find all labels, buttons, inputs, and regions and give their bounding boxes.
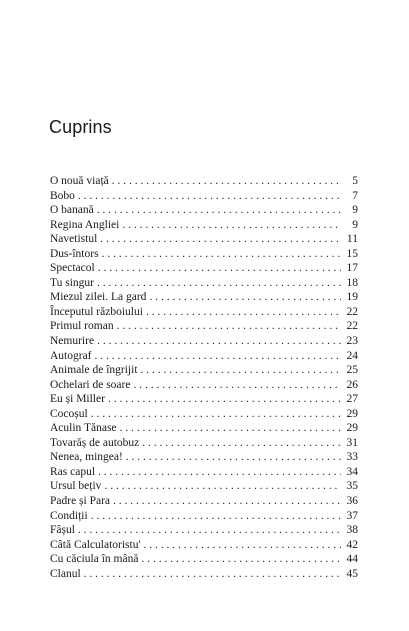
toc-entry-page-number: 37 (346, 509, 358, 522)
toc-dot-leader (144, 538, 341, 553)
toc-entry-title: Câtă Calculatoristu' (50, 538, 141, 551)
toc-dot-leader (122, 218, 341, 233)
toc-entry-title: Aculin Tănase (50, 422, 117, 435)
toc-dot-leader (112, 174, 341, 189)
toc-entry (50, 392, 358, 407)
toc-entry-title: Ras capul (50, 465, 96, 478)
toc-entry (50, 247, 358, 262)
toc-entry (50, 218, 358, 233)
toc-entry-page-number: 27 (346, 393, 358, 406)
toc-dot-leader (104, 479, 341, 494)
toc-entry-page-number: 29 (346, 407, 358, 420)
toc-entry-title: Ursul bețiv (50, 480, 102, 493)
toc-entry-title: Tu singur (50, 276, 94, 289)
toc-entry-page-number: 5 (352, 175, 358, 187)
toc-entry-title: Animale de îngrijit (50, 364, 138, 377)
toc-entry-title: O banană (50, 204, 94, 217)
toc-entry-page-number: 22 (346, 320, 358, 333)
toc-dot-leader (97, 334, 341, 349)
toc-entry-title: Primul roman (50, 320, 114, 333)
toc-entry-page-number: 34 (346, 465, 358, 478)
toc-dot-leader (98, 465, 341, 480)
toc-entry (50, 276, 358, 291)
toc-entry-title: O nouă viață (50, 175, 109, 187)
toc-entry-title: Tovarăș de autobuz (50, 436, 140, 449)
toc-dot-leader (120, 421, 341, 436)
toc-entry (50, 552, 358, 567)
toc-dot-leader (141, 363, 341, 378)
toc-entry (50, 538, 358, 553)
toc-entry-page-number: 23 (346, 335, 358, 348)
toc-entry (50, 450, 358, 465)
toc-entry-title: Miezul zilei. La gard (50, 291, 147, 304)
toc-entry-page-number: 9 (352, 204, 358, 217)
toc-entry (50, 407, 358, 422)
toc-entry-page-number: 45 (346, 567, 358, 580)
toc-entry-title: Fâșul (50, 524, 75, 537)
toc-dot-leader (108, 392, 341, 407)
toc-entry (50, 509, 358, 524)
page-title: Cuprins (49, 117, 112, 137)
toc-entry (50, 189, 358, 204)
toc-entry (50, 378, 358, 393)
toc-entry-title: Autograf (50, 349, 92, 362)
toc-dot-leader (102, 247, 341, 262)
toc-entry (50, 203, 358, 218)
toc-entry-page-number: 38 (346, 524, 358, 537)
toc-entry-title: Bobo (50, 189, 75, 202)
toc-entry-page-number: 31 (346, 436, 358, 449)
toc-entry-page-number: 24 (346, 349, 358, 362)
toc-entry (50, 363, 358, 378)
toc-entry-page-number: 7 (352, 189, 358, 202)
toc-entry-title: Spectacol (50, 262, 95, 275)
toc-entry-page-number: 42 (346, 538, 358, 551)
toc-dot-leader (133, 378, 341, 393)
toc-dot-leader (78, 523, 341, 538)
table-of-contents (50, 174, 358, 581)
toc-entry-title: Navetistul (50, 233, 98, 246)
toc-entry (50, 174, 358, 189)
toc-entry-title: Cu căciula în mână (50, 553, 139, 566)
toc-entry-page-number: 22 (346, 305, 358, 318)
toc-entry-title: Ochelari de soare (50, 378, 131, 391)
toc-dot-leader (113, 494, 341, 509)
toc-entry-title: Clanul (50, 567, 81, 580)
toc-dot-leader (91, 407, 341, 422)
toc-entry (50, 261, 358, 276)
toc-entry-page-number: 44 (346, 553, 358, 566)
toc-entry-title: Padre și Para (50, 495, 111, 508)
toc-entry-title: Cocoșul (50, 407, 88, 420)
toc-entry (50, 319, 358, 334)
toc-dot-leader (84, 567, 341, 582)
toc-entry (50, 334, 358, 349)
toc-entry (50, 567, 358, 582)
toc-dot-leader (95, 349, 341, 364)
toc-entry-title: Începutul războiului (50, 305, 143, 318)
toc-entry-page-number: 17 (346, 262, 358, 275)
toc-entry-page-number: 15 (346, 247, 358, 260)
toc-dot-leader (97, 276, 341, 291)
toc-entry (50, 305, 358, 320)
toc-entry-page-number: 36 (346, 495, 358, 508)
toc-entry-title: Nemurire (50, 335, 95, 348)
toc-dot-leader (91, 509, 341, 524)
toc-entry (50, 523, 358, 538)
toc-entry-page-number: 25 (346, 364, 358, 377)
toc-dot-leader (149, 290, 341, 305)
toc-entry-title: Regina Angliei (50, 218, 120, 231)
toc-dot-leader (141, 552, 341, 567)
toc-entry-page-number: 11 (346, 233, 358, 246)
toc-entry (50, 232, 358, 247)
toc-entry-title: Eu și Miller (50, 393, 105, 406)
toc-entry-page-number: 33 (346, 451, 358, 464)
toc-entry (50, 465, 358, 480)
toc-entry (50, 421, 358, 436)
toc-entry (50, 479, 358, 494)
toc-entry-page-number: 19 (346, 291, 358, 304)
toc-entry-title: Dus-întors (50, 247, 99, 260)
toc-entry-page-number: 35 (346, 480, 358, 493)
toc-entry (50, 290, 358, 305)
toc-dot-leader (100, 232, 341, 247)
toc-entry (50, 349, 358, 364)
toc-dot-leader (97, 203, 341, 218)
toc-dot-leader (117, 319, 341, 334)
toc-dot-leader (142, 436, 341, 451)
toc-dot-leader (98, 261, 341, 276)
toc-dot-leader (146, 305, 341, 320)
toc-entry-title: Condiții (50, 509, 88, 522)
toc-entry-page-number: 29 (346, 422, 358, 435)
toc-dot-leader (126, 450, 341, 465)
toc-entry (50, 494, 358, 509)
toc-entry-page-number: 26 (346, 378, 358, 391)
toc-entry-page-number: 9 (352, 218, 358, 231)
toc-dot-leader (78, 189, 341, 204)
toc-entry-page-number: 18 (346, 276, 358, 289)
toc-entry-title: Nenea, mingea! (50, 451, 123, 464)
toc-entry (50, 436, 358, 451)
